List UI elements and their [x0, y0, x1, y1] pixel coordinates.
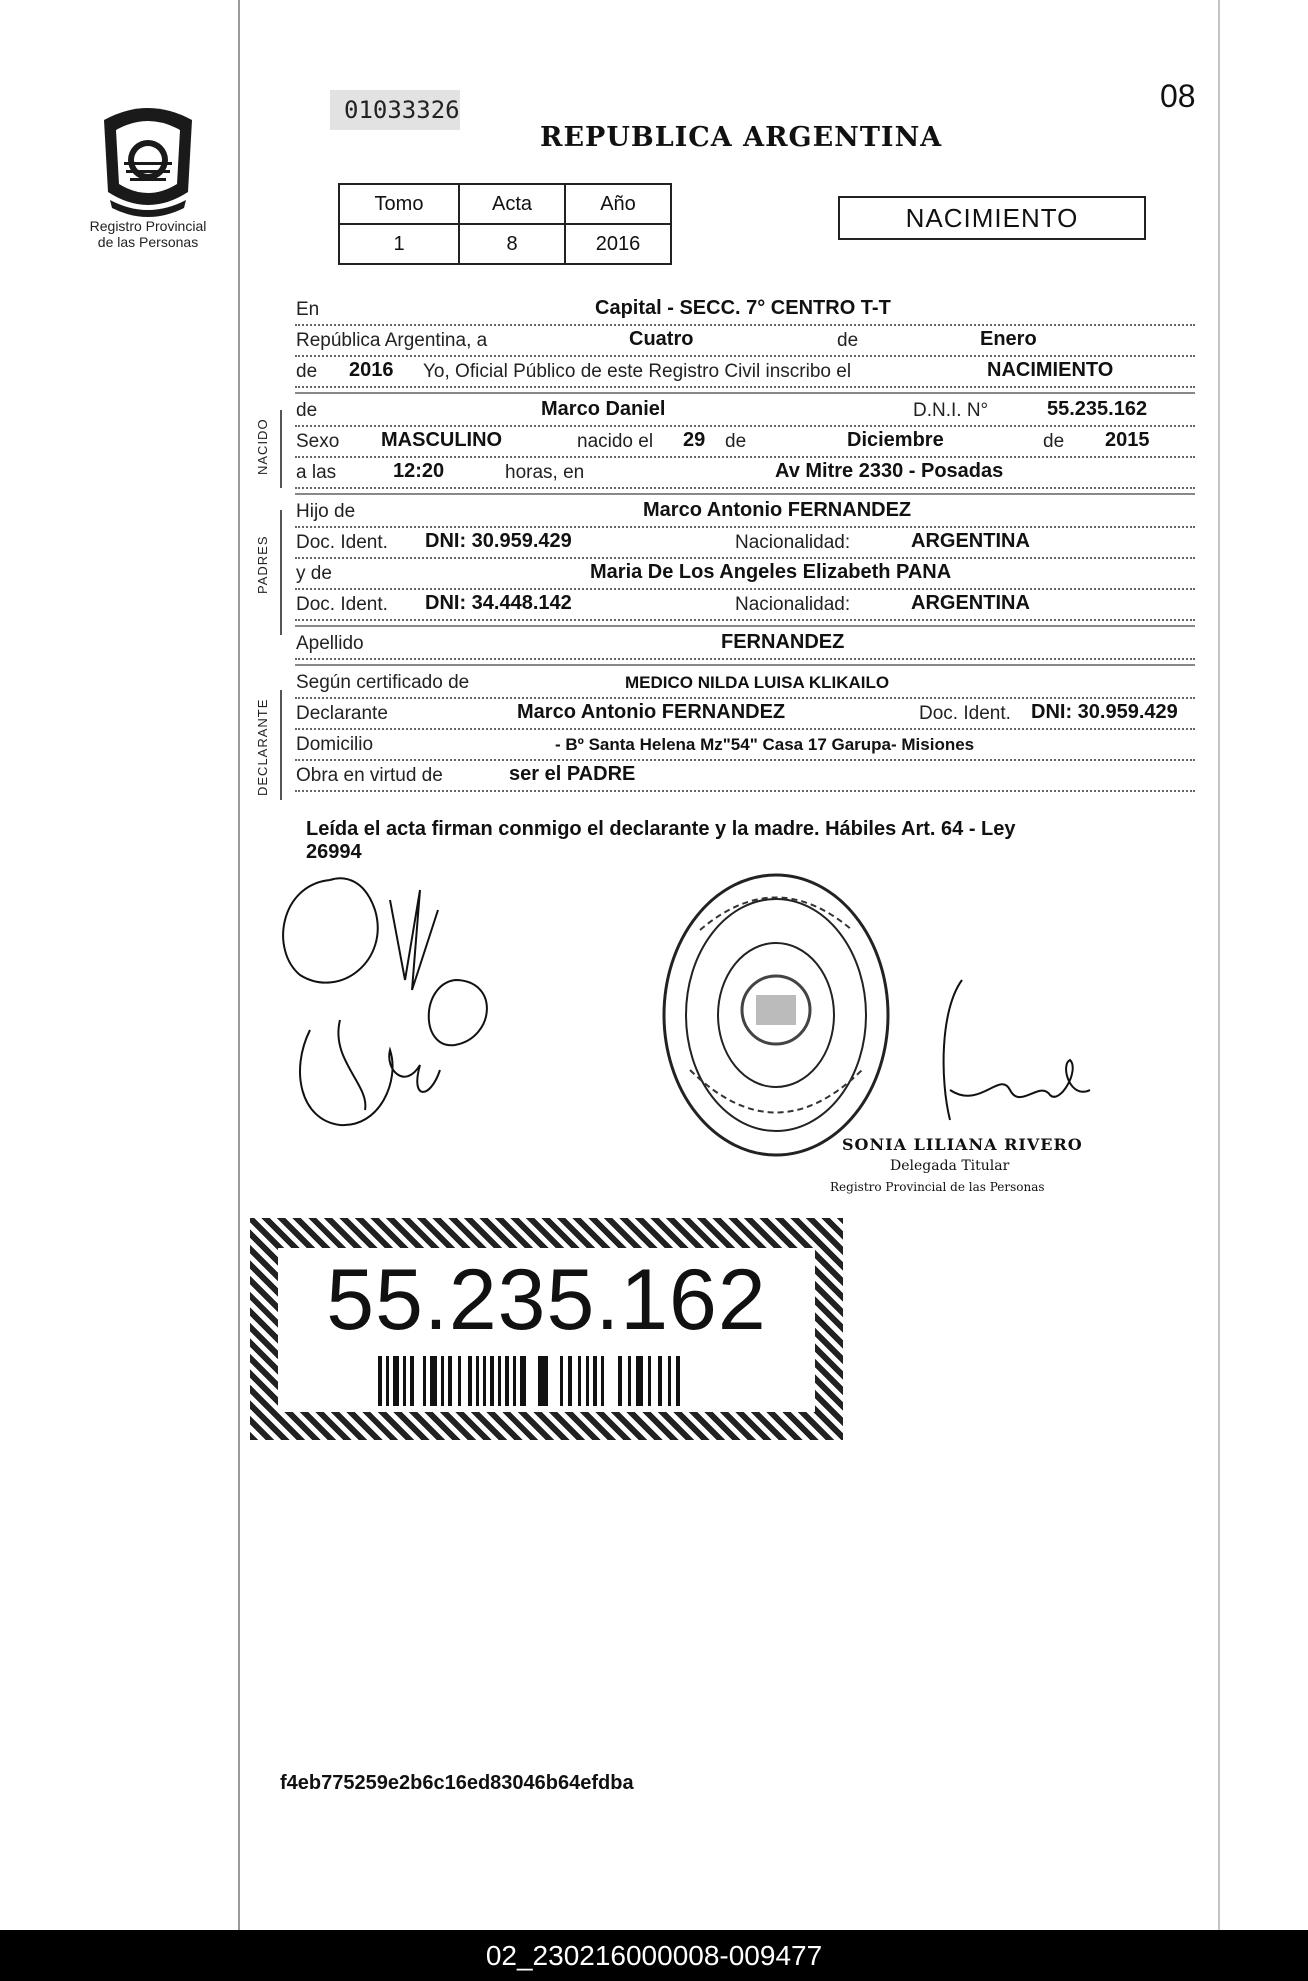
official-seal-icon	[660, 870, 892, 1160]
document-serial-number: 01033326	[330, 90, 460, 130]
label-de-year: de	[296, 361, 318, 382]
row-madre-doc	[295, 590, 1195, 621]
row-year	[295, 357, 1195, 388]
separator-apellido	[295, 625, 1195, 627]
value-birth-year: 2015	[1105, 429, 1150, 451]
value-padre-nac: ARGENTINA	[911, 530, 1030, 552]
label-sexo: Sexo	[296, 431, 340, 452]
register-value-row	[339, 224, 671, 264]
value-record: NACIMIENTO	[987, 359, 1114, 381]
value-domicilio: - Bº Santa Helena Mz"54" Casa 17 Garupa- Misiones	[555, 735, 975, 754]
label-domicilio: Domicilio	[296, 734, 374, 755]
row-date	[295, 326, 1195, 357]
register-value-tomo: 1	[339, 224, 459, 264]
value-doc-declarante: DNI: 30.959.429	[1031, 701, 1178, 723]
statement-text	[306, 818, 1186, 864]
value-lugar: Av Mitre 2330 - Posadas	[775, 460, 1004, 482]
label-official-text: Yo, Oficial Público de este Registro Civil inscribo el	[423, 361, 852, 382]
label-nacido-el: nacido el	[577, 431, 654, 452]
id-number: 55.235.162	[326, 1252, 767, 1348]
statement-line-2: 26994	[306, 841, 362, 863]
separator-declarante	[295, 664, 1195, 666]
label-doc-padre: Doc. Ident.	[296, 532, 388, 553]
register-table	[338, 183, 672, 265]
value-year: 2016	[349, 359, 394, 381]
label-republica: República Argentina, a	[296, 330, 488, 351]
label-nacionalidad-madre: Nacionalidad:	[735, 594, 851, 615]
document-hash: f4eb775259e2b6c16ed83046b64efdba	[280, 1772, 634, 1794]
label-declarante: Declarante	[296, 703, 388, 724]
label-apellido: Apellido	[296, 633, 364, 654]
logo-caption-line-1: Registro Provincial	[89, 218, 207, 234]
id-security-band	[250, 1218, 843, 1440]
official-name: SONIA LILIANA RIVERO	[842, 1135, 1083, 1154]
row-padre-doc	[295, 528, 1195, 559]
footer-file-id: 02_230216000008-009477	[485, 1940, 823, 1971]
register-value-acta: 8	[459, 224, 565, 264]
barcode-icon	[378, 1356, 718, 1406]
row-apellido	[295, 629, 1195, 660]
logo-caption-line-2: de las Personas	[97, 234, 199, 250]
section-line-padres	[280, 510, 282, 635]
value-madre-doc: DNI: 34.448.142	[425, 592, 572, 614]
row-place	[295, 295, 1195, 326]
footer-bar	[0, 1930, 1308, 1981]
label-de: de	[837, 330, 859, 351]
section-label-padres-text: PADRES	[255, 535, 270, 594]
label-de-nombre: de	[296, 400, 318, 421]
registry-logo	[88, 100, 208, 250]
row-domicilio	[295, 730, 1195, 761]
value-nombre: Marco Daniel	[541, 398, 666, 420]
row-madre	[295, 559, 1195, 590]
label-y-de: y de	[296, 563, 332, 584]
label-dni: D.N.I. N°	[913, 400, 989, 421]
official-role: Delegada Titular	[890, 1158, 1010, 1174]
sheet-number: 08	[1160, 78, 1196, 114]
row-obra	[295, 761, 1195, 792]
value-padre-doc: DNI: 30.959.429	[425, 530, 572, 552]
label-certificado: Según certificado de	[296, 672, 470, 693]
value-birth-day: 29	[683, 429, 706, 451]
value-dni: 55.235.162	[1047, 398, 1148, 420]
provincial-emblem-icon	[96, 100, 200, 218]
label-horas-en: horas, en	[505, 462, 585, 483]
official-office: Registro Provincial de las Personas	[830, 1180, 1045, 1194]
register-header-tomo: Tomo	[339, 184, 459, 224]
row-hora	[295, 458, 1195, 489]
value-birth-month: Diciembre	[847, 429, 944, 451]
label-a-las: a las	[296, 462, 337, 483]
value-hora: 12:20	[393, 460, 445, 482]
label-en: En	[296, 299, 320, 320]
left-margin-line	[238, 0, 240, 1930]
label-doc-declarante: Doc. Ident.	[919, 703, 1011, 724]
row-sexo	[295, 427, 1195, 458]
section-label-declarante-text: DECLARANTE	[255, 698, 270, 796]
value-place: Capital - SECC. 7° CENTRO T-T	[595, 297, 891, 319]
label-doc-madre: Doc. Ident.	[296, 594, 388, 615]
official-signature-icon	[920, 970, 1100, 1130]
value-madre: Maria De Los Angeles Elizabeth PANA	[590, 561, 952, 583]
declarant-signature-icon	[270, 870, 530, 1150]
value-sexo: MASCULINO	[381, 429, 503, 451]
right-margin-line	[1218, 0, 1220, 1930]
row-declarante	[295, 699, 1195, 730]
record-type-box: NACIMIENTO	[838, 196, 1146, 240]
row-nombre	[295, 396, 1195, 427]
section-line-nacido	[280, 410, 282, 488]
separator-padres	[295, 493, 1195, 495]
label-de-month: de	[725, 431, 747, 452]
row-padre	[295, 497, 1195, 528]
document-title: REPUBLICA ARGENTINA	[540, 122, 943, 153]
value-obra: ser el PADRE	[509, 763, 636, 785]
value-month: Enero	[980, 328, 1037, 350]
label-obra: Obra en virtud de	[296, 765, 443, 786]
value-madre-nac: ARGENTINA	[911, 592, 1030, 614]
register-value-ano: 2016	[565, 224, 671, 264]
value-day: Cuatro	[629, 328, 694, 350]
label-nacionalidad-padre: Nacionalidad:	[735, 532, 851, 553]
section-label-nacido-text: NACIDO	[255, 418, 270, 475]
certificate-form	[295, 295, 1195, 792]
section-line-declarante	[280, 690, 282, 800]
register-header-row	[339, 184, 671, 224]
label-hijo-de: Hijo de	[296, 501, 356, 522]
value-declarante: Marco Antonio FERNANDEZ	[517, 701, 786, 723]
id-inner-panel	[278, 1248, 815, 1412]
statement-line-1: Leída el acta firman conmigo el declarante y la madre. Hábiles Art. 64 - Ley	[306, 818, 1016, 840]
row-certificado	[295, 668, 1195, 699]
value-certificado: MEDICO NILDA LUISA KLIKAILO	[625, 673, 890, 692]
register-header-acta: Acta	[459, 184, 565, 224]
separator-nacido	[295, 392, 1195, 394]
value-apellido: FERNANDEZ	[721, 631, 845, 653]
value-padre: Marco Antonio FERNANDEZ	[643, 499, 912, 521]
register-header-ano: Año	[565, 184, 671, 224]
label-de-year-birth: de	[1043, 431, 1065, 452]
